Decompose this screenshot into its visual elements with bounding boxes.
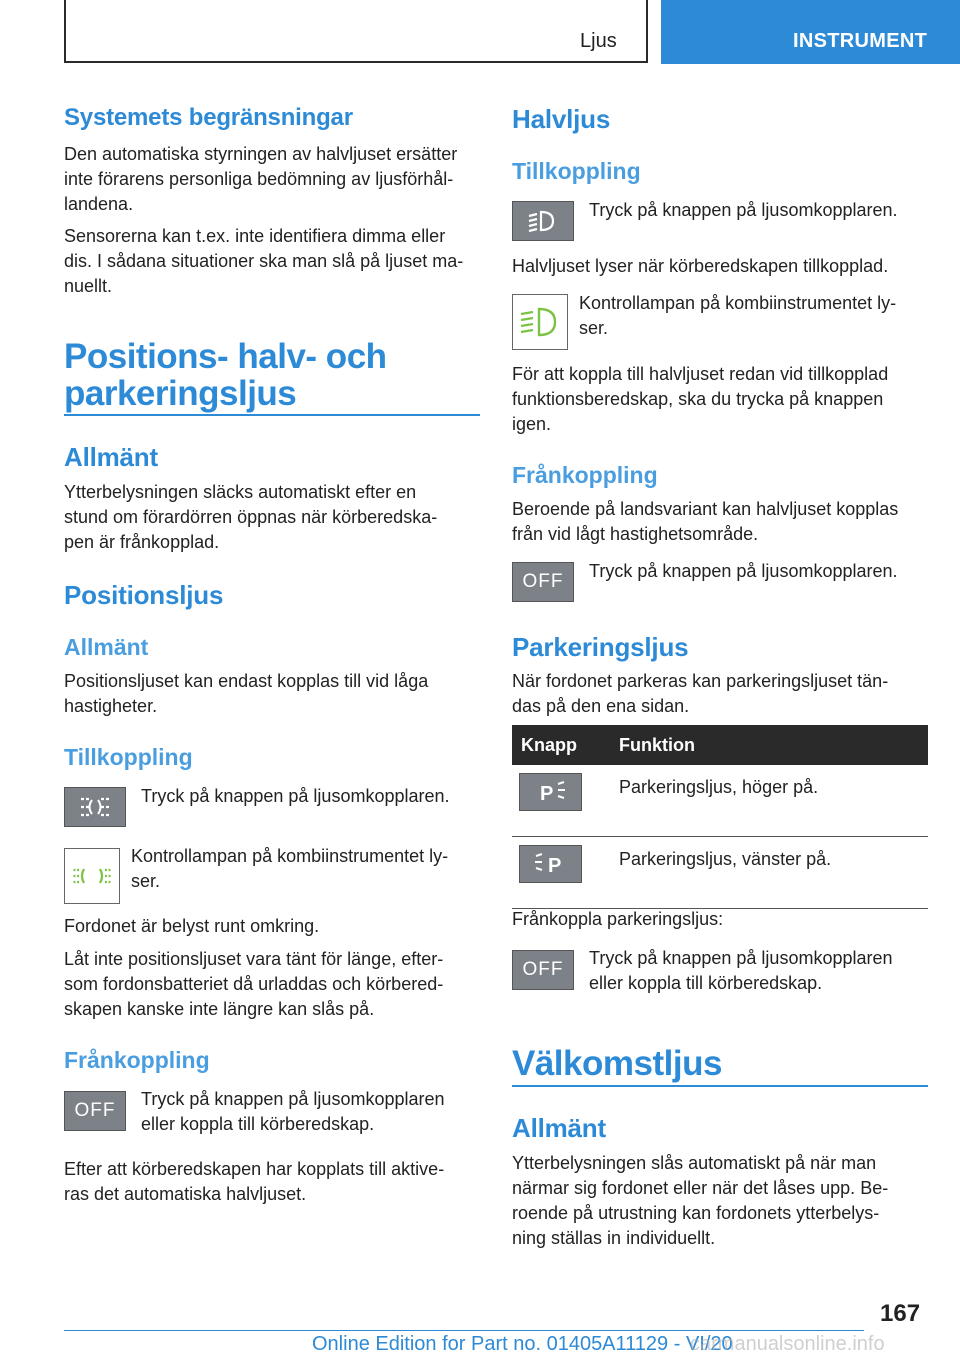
page-number: 167 — [880, 1300, 921, 1327]
position-on-paragraph-1: Fordonet är belyst runt omkring. — [64, 916, 320, 936]
system-limits-paragraph-1: Den automatiska styrningen av halvljuset ersätter inte förarens personliga bedömning av ljusförhål- landena. — [64, 144, 458, 214]
low-beam-indicator-lamp-icon — [512, 294, 568, 350]
off-button-icon: OFF — [64, 1091, 126, 1131]
parking-right-text: Parkeringsljus, höger på. — [619, 765, 928, 837]
header-frame — [64, 0, 648, 63]
position-on-step: Tryck på knappen på ljusomkopplaren. — [141, 786, 450, 806]
position-on-paragraph-2: Låt inte positionsljuset vara tänt för länge, efter- som fordonsbatteriet då urladdas och körbered- skapen kanske inte längre kan slås på. — [64, 949, 444, 1019]
low-beam-lamp-text: Kontrollampan på kombiinstrumentet ly- ser. — [579, 293, 897, 338]
table-row — [512, 837, 928, 909]
table-header-function: Funktion — [619, 725, 928, 765]
footer-edition: Online Edition for Part no. 01405A11129 - VI/20 — [312, 1333, 733, 1355]
position-lamp-text: Kontrollampan på kombiinstrumentet ly- ser. — [131, 846, 449, 891]
heading-position-on: Tillkoppling — [64, 744, 193, 770]
system-limits-paragraph-2: Sensorerna kan t.ex. inte identifiera dimma eller dis. I sådana situationer ska man slå på ljuset ma- nuellt. — [64, 226, 464, 296]
position-off-paragraph: Efter att körberedskapen har kopplats till aktive- ras det automatiska halvljuset. — [64, 1159, 445, 1204]
low-beam-on-paragraph-1: Halvljuset lyser när körberedskapen tillkopplad. — [512, 256, 889, 276]
heading-rule — [64, 414, 480, 416]
low-beam-on-step: Tryck på knappen på ljusomkopplaren. — [589, 200, 898, 220]
watermark: carmanualsonline.info — [690, 1333, 885, 1355]
general-paragraph: Ytterbelysningen släcks automatiskt efter en stund om förardörren öppnas när körberedska- pen är frånkopplad. — [64, 482, 438, 552]
table-header-button: Knapp — [512, 725, 619, 765]
low-beam-off-step: Tryck på knappen på ljusomkopplaren. — [589, 561, 898, 581]
heading-position-off: Frånkoppling — [64, 1047, 210, 1073]
table-header-row — [512, 725, 928, 765]
parking-paragraph: När fordonet parkeras kan parkeringsljuset tän- das på den ena sidan. — [512, 671, 889, 716]
heading-welcome-light: Välkomstljus — [512, 1044, 722, 1083]
welcome-paragraph: Ytterbelysningen slås automatiskt på när man närmar sig fordonet eller när det låses upp. Be- roende på utrustning kan fordonets ytterbelys- ning ställas in individuellt. — [512, 1153, 889, 1248]
heading-low-beam-on: Tillkoppling — [512, 158, 641, 184]
chapter-tab — [661, 0, 960, 64]
svg-text:P: P — [540, 783, 554, 805]
main-heading: Positions- halv- och parkeringsljus — [64, 337, 387, 413]
footer-rule — [64, 1330, 864, 1331]
heading-welcome-general: Allmänt — [512, 1113, 606, 1143]
low-beam-off-paragraph: Beroende på landsvariant kan halvljuset kopplas från vid lågt hastighetsområde. — [512, 499, 899, 544]
heading-low-beam-off: Frånkoppling — [512, 462, 658, 488]
welcome-heading-rule — [512, 1085, 928, 1087]
heading-low-beam: Halvljus — [512, 104, 611, 134]
heading-position-lights: Positionsljus — [64, 580, 224, 610]
parking-right-icon — [519, 773, 582, 811]
off-button-icon: OFF — [512, 562, 574, 602]
off-button-icon: OFF — [512, 950, 574, 990]
section-title: Ljus — [580, 30, 617, 52]
chapter-label: INSTRUMENT — [793, 30, 928, 52]
position-general-paragraph: Positionsljuset kan endast kopplas till vid låga hastigheter. — [64, 671, 429, 716]
parking-off-step: Tryck på knappen på ljusomkopplaren eller koppla till körberedskap. — [589, 948, 893, 993]
heading-system-limits: Systemets begränsningar — [64, 104, 353, 131]
parking-off-label: Frånkoppla parkeringsljus: — [512, 909, 724, 929]
position-off-step: Tryck på knappen på ljusomkopplaren eller koppla till körberedskap. — [141, 1089, 445, 1134]
position-light-button-icon — [64, 787, 126, 827]
heading-general: Allmänt — [64, 442, 158, 472]
table-row — [512, 765, 928, 837]
position-indicator-lamp-icon — [64, 848, 120, 904]
heading-position-general: Allmänt — [64, 634, 149, 660]
parking-left-text: Parkeringsljus, vänster på. — [619, 837, 928, 909]
parking-light-table — [512, 725, 928, 909]
low-beam-on-paragraph-2: För att koppla till halvljuset redan vid tillkopplad funktionsberedskap, ska du trycka på knappen igen. — [512, 364, 889, 434]
parking-left-icon — [519, 845, 582, 883]
heading-parking-lights: Parkeringsljus — [512, 632, 689, 662]
svg-text:P: P — [548, 855, 562, 877]
low-beam-button-icon — [512, 201, 574, 241]
